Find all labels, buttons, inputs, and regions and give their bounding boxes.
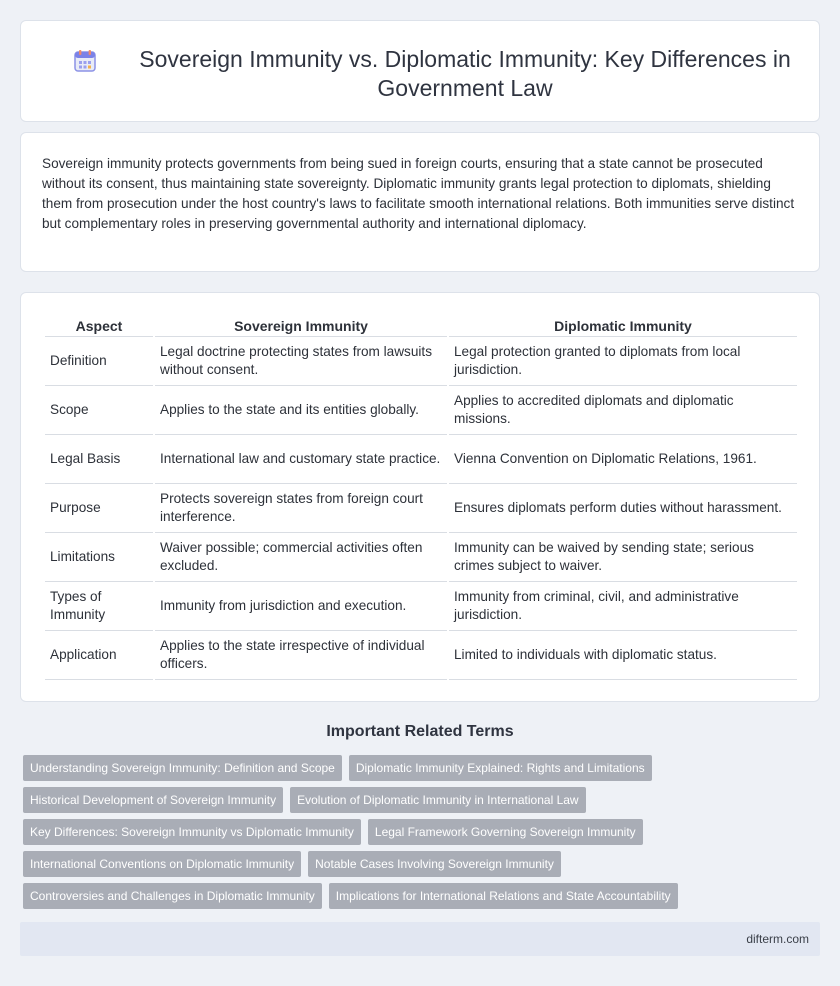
related-terms-list	[23, 755, 823, 909]
intro-paragraph: Sovereign immunity protects governments from being sued in foreign courts, ensuring that a state cannot be prosecuted without its consent, thus maintaining state sovereignty. Diplomatic immunity grants legal protection to diplomats, shielding them from prosecution under the host country's laws to facilitate smooth international relations. Both immunities serve distinct but complementary roles in preserving governmental authority and international diplomacy.	[42, 156, 795, 231]
comparison-table	[43, 315, 799, 680]
related-term-link[interactable]: Notable Cases Involving Sovereign Immunity	[308, 851, 561, 877]
intro-card	[20, 132, 820, 272]
table-row	[45, 484, 797, 533]
cell-aspect: Limitations	[45, 533, 153, 582]
calendar-icon	[72, 48, 98, 74]
table-row	[45, 582, 797, 631]
related-term-link[interactable]: Diplomatic Immunity Explained: Rights and Limitations	[349, 755, 652, 781]
related-terms-title: Important Related Terms	[326, 723, 514, 740]
header-diplomatic-immunity: Diplomatic Immunity	[449, 315, 797, 337]
related-term-link[interactable]: Key Differences: Sovereign Immunity vs Diplomatic Immunity	[23, 819, 361, 845]
table-row	[45, 435, 797, 484]
cell-aspect: Legal Basis	[45, 435, 153, 484]
cell-sovereign: Waiver possible; commercial activities often excluded.	[155, 533, 447, 582]
cell-sovereign: Applies to the state and its entities globally.	[155, 386, 447, 435]
table-row	[45, 386, 797, 435]
related-term-link[interactable]: International Conventions on Diplomatic Immunity	[23, 851, 301, 877]
cell-sovereign: Immunity from jurisdiction and execution.	[155, 582, 447, 631]
footer-site-link[interactable]: difterm.com	[746, 932, 809, 946]
related-term-link[interactable]: Understanding Sovereign Immunity: Definition and Scope	[23, 755, 342, 781]
cell-diplomatic: Applies to accredited diplomats and diplomatic missions.	[449, 386, 797, 435]
table-row	[45, 631, 797, 680]
cell-sovereign: International law and customary state practice.	[155, 435, 447, 484]
comparison-table-card	[20, 292, 820, 702]
cell-sovereign: Legal doctrine protecting states from lawsuits without consent.	[155, 337, 447, 386]
cell-aspect: Application	[45, 631, 153, 680]
page-title: Sovereign Immunity vs. Diplomatic Immunity: Key Differences in Government Law	[139, 46, 791, 101]
cell-diplomatic: Immunity from criminal, civil, and administrative jurisdiction.	[449, 582, 797, 631]
related-term-link[interactable]: Legal Framework Governing Sovereign Immunity	[368, 819, 643, 845]
footer	[20, 922, 820, 956]
cell-sovereign: Protects sovereign states from foreign court interference.	[155, 484, 447, 533]
cell-diplomatic: Legal protection granted to diplomats from local jurisdiction.	[449, 337, 797, 386]
table-row	[45, 337, 797, 386]
header-aspect: Aspect	[45, 315, 153, 337]
cell-diplomatic: Limited to individuals with diplomatic status.	[449, 631, 797, 680]
related-term-link[interactable]: Evolution of Diplomatic Immunity in International Law	[290, 787, 585, 813]
header-card	[20, 20, 820, 122]
related-term-link[interactable]: Historical Development of Sovereign Immunity	[23, 787, 283, 813]
cell-diplomatic: Immunity can be waived by sending state; serious crimes subject to waiver.	[449, 533, 797, 582]
cell-aspect: Purpose	[45, 484, 153, 533]
cell-aspect: Definition	[45, 337, 153, 386]
cell-aspect: Types of Immunity	[45, 582, 153, 631]
cell-aspect: Scope	[45, 386, 153, 435]
cell-sovereign: Applies to the state irrespective of individual officers.	[155, 631, 447, 680]
related-term-link[interactable]: Controversies and Challenges in Diplomatic Immunity	[23, 883, 322, 909]
table-header-row	[45, 315, 797, 337]
table-row	[45, 533, 797, 582]
cell-diplomatic: Vienna Convention on Diplomatic Relations, 1961.	[449, 435, 797, 484]
related-term-link[interactable]: Implications for International Relations and State Accountability	[329, 883, 678, 909]
cell-diplomatic: Ensures diplomats perform duties without harassment.	[449, 484, 797, 533]
header-sovereign-immunity: Sovereign Immunity	[155, 315, 447, 337]
